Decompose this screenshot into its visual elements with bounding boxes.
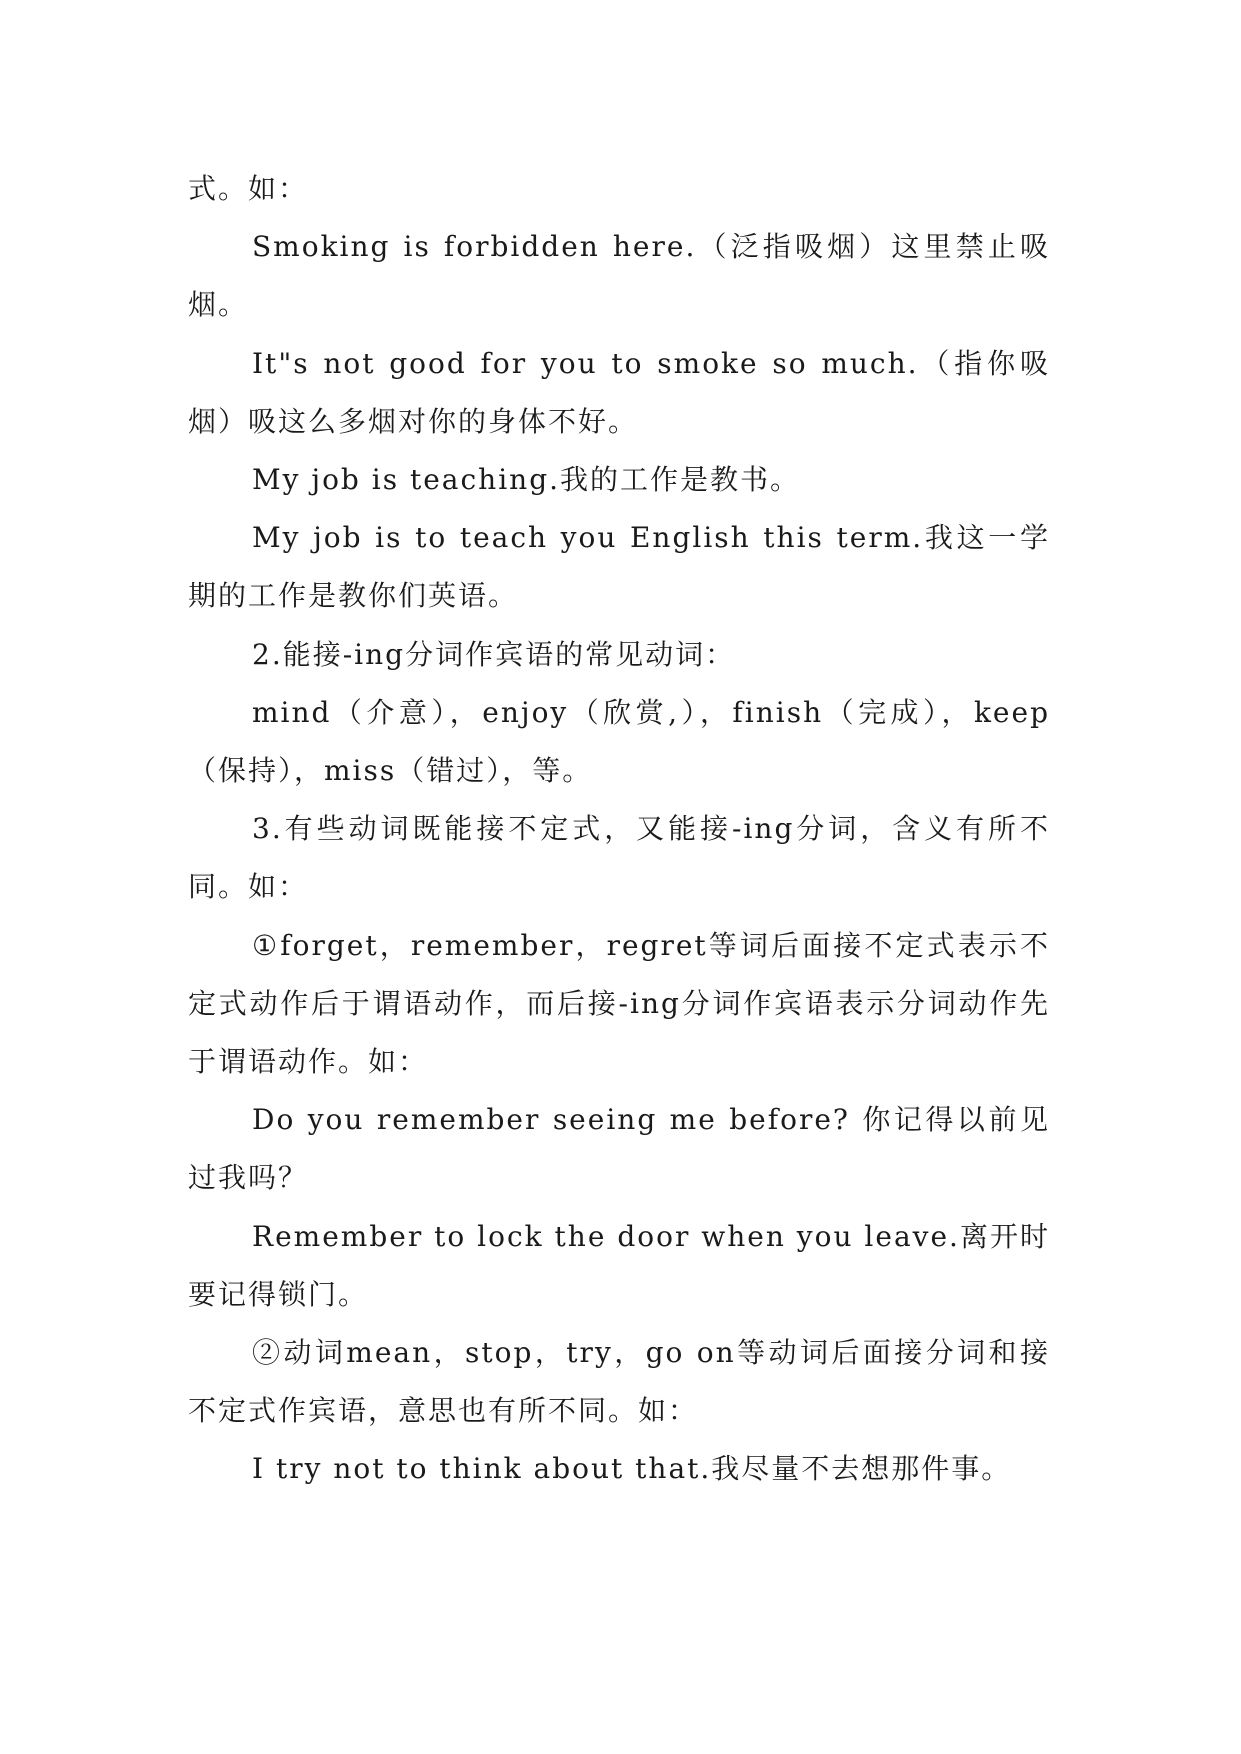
paragraph-13: I try not to think about that.我尽量不去想那件事。: [252, 1452, 1012, 1486]
paragraph-11: Remember to lock the door when you leave.离开时要记得锁门。: [188, 1219, 1050, 1311]
paragraph-1: 式。如：: [188, 172, 309, 205]
paragraph-8: 3.有些动词既能接不定式，又能接-ing分词，含义有所不同。如：: [188, 812, 1050, 904]
paragraph-5: My job is to teach you English this term.我这一学期的工作是教你们英语。: [188, 521, 1050, 613]
document-body: [188, 160, 1050, 1499]
paragraph-2: Smoking is forbidden here.（泛指吸烟）这里禁止吸烟。: [188, 230, 1050, 322]
paragraph-9: ①forget，remember，regret等词后面接不定式表示不定式动作后于谓语动作，而后接-ing分词作宾语表示分词动作先于谓语动作。如：: [188, 928, 1050, 1079]
paragraph-3: It"s not good for you to smoke so much.（指你吸烟）吸这么多烟对你的身体不好。: [188, 346, 1050, 438]
paragraph-10: Do you remember seeing me before? 你记得以前见过我吗？: [188, 1103, 1050, 1195]
paragraph-12: ②动词mean，stop，try，go on等动词后面接分词和接不定式作宾语，意思也有所不同。如：: [188, 1336, 1050, 1428]
paragraph-6: 2.能接-ing分词作宾语的常见动词：: [252, 637, 736, 671]
paragraph-7: mind（介意），enjoy（欣赏,），finish（完成），keep（保持），miss（错过），等。: [188, 695, 1050, 788]
paragraph-4: My job is teaching.我的工作是教书。: [252, 463, 801, 497]
